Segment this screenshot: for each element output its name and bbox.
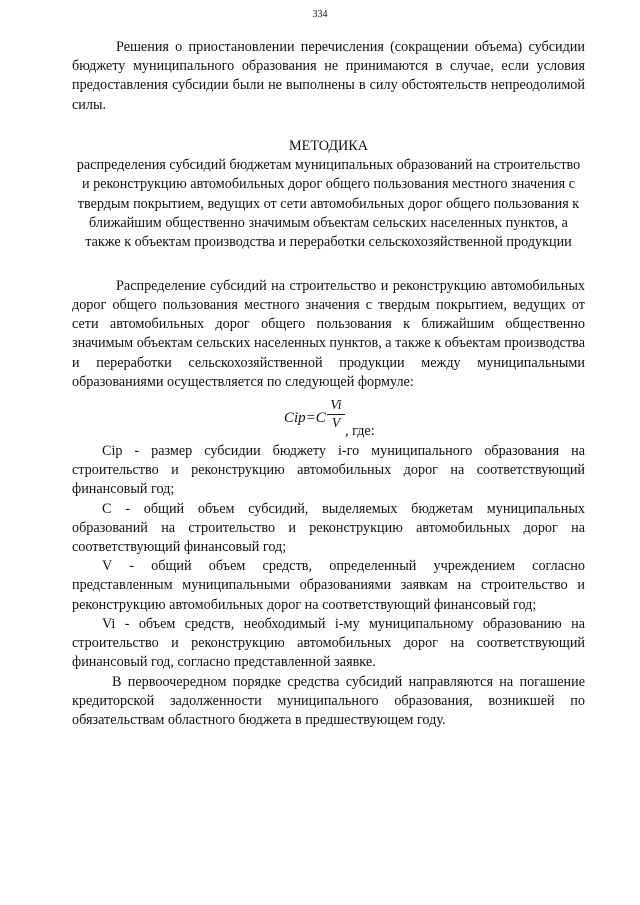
methodology-title: МЕТОДИКА xyxy=(289,137,368,154)
formula-denominator: V xyxy=(331,416,341,432)
distribution-paragraph: Распределение субсидий на строительство и реконструкцию автомобильных дорог общего пользования местного значения с твердым покрытием, ведущих от сети автомобильных дорог общего пользования к ближайшим общественно значимым объектам сельских населенных пунктов, а также к объектам производства и переработки сельскохозяйственной продукции между муниципальными образованиями осуществляется по следующей формуле: xyxy=(72,277,585,390)
definition-cip: Cip - размер субсидии бюджету i-го муниципального образования на строительство и реконструкцию автомобильных дорог на соответствующий финансовый год; xyxy=(72,443,585,498)
definition-v: V - общий объем средств, определенный учреждением согласно представленным муниципальными образованиями заявкам на строительство и реконструкцию автомобильных дорог на соответствующий финансовый год; xyxy=(72,558,585,613)
formula-fraction xyxy=(327,397,345,432)
formula-suffix: , где: xyxy=(345,423,375,440)
formula-numerator: Vi xyxy=(327,397,345,415)
intro-paragraph: Решения о приостановлении перечисления (сокращении объема) субсидии бюджету муниципального образования не принимаются в случае, если условия предоставления субсидии были не выполнены в силу обстоятельств непреодолимой силы. xyxy=(72,39,585,113)
definition-vi: Vi - объем средств, необходимый i-му муниципальному образованию на строительство и реконструкцию автомобильных дорог на соответствующий финансовый год, согласно представленной заявке. xyxy=(72,615,585,671)
methodology-subtitle: распределения субсидий бюджетам муниципальных образований на строительство и реконструкцию автомобильных дорог общего пользования местного значения с твердым покрытием, ведущих от сети автомобильных дорог общего пользования к ближайшим общественно значимым объектам сельских населенных пунктов, а также к объектам производства и переработки сельскохозяйственной продукции xyxy=(76,156,581,251)
formula-lhs: Cip=C xyxy=(284,410,326,427)
definition-c: C - общий объем субсидий, выделяемых бюджетам муниципальных образований на строительство и реконструкцию автомобильных дорог на соответствующий финансовый год; xyxy=(72,500,585,556)
spacer xyxy=(72,253,585,277)
document-body xyxy=(72,38,585,730)
formula xyxy=(72,396,585,442)
priority-paragraph: В первоочередном порядке средства субсидий направляются на погашение кредиторской задолженности муниципального образования, возникшей по обязательствам областного бюджета в предшествующем году. xyxy=(72,673,585,728)
page-number: 334 xyxy=(312,9,328,20)
